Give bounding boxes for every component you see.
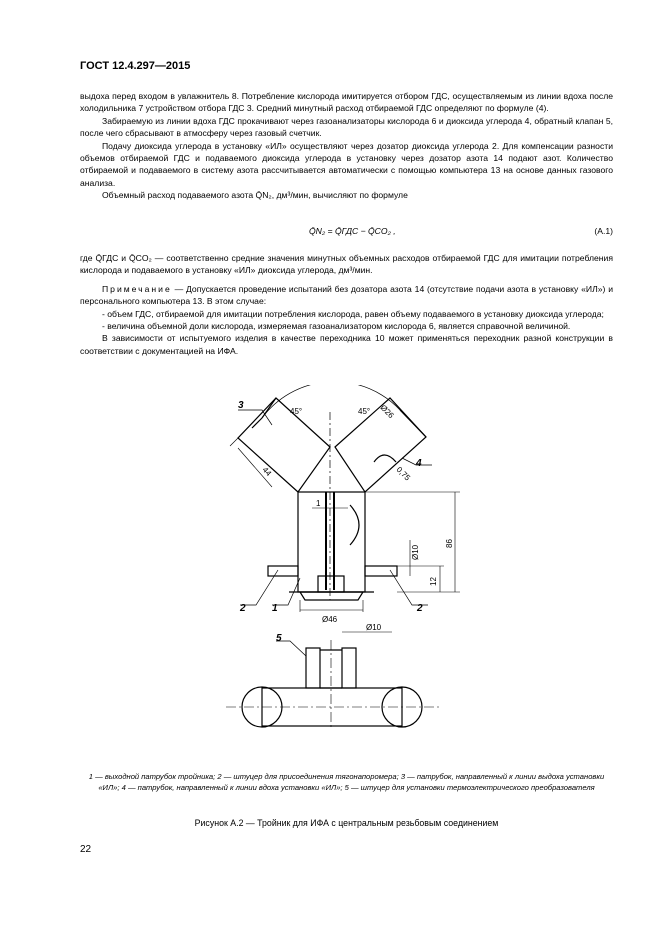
- tee-drawing: [0, 385, 661, 765]
- note-label: Примечание: [102, 283, 172, 294]
- dim-1: 1: [316, 499, 321, 508]
- dim-angle-right: 45°: [358, 407, 371, 416]
- paragraph-2: Забираемую из линии вдоха ГДС прокачивают через газоанализаторы кислорода 6 и диоксида углерода 4, обратный клапан 5, после чего сбрасывают в атмосферу через газовый счетчик.: [80, 115, 613, 139]
- bullet-2: - величина объемной доли кислорода, измеряемая газоанализатором кислорода 6, является справочной величиной.: [102, 321, 571, 332]
- formula-number: (А.1): [594, 226, 613, 236]
- right-branch: [335, 398, 426, 492]
- dim-d26: Ø26: [378, 403, 396, 421]
- label-4: 4: [416, 458, 422, 469]
- left-branch: [238, 398, 330, 492]
- formula-expression: Q̄N₂ = Q̄ГДС − Q̄CO₂ ,: [309, 226, 396, 236]
- note-paragraph: [80, 283, 613, 308]
- paragraph-3: Подачу диоксида углерода в установку «ИЛ» осуществляют через дозатор диоксида углерода 2. Для компенсации разности объемов отбираемой ГДС и подаваемого диоксида углерода в установку через дозатор азота 14 подают азот. Количество отбираемой и подаваемого в систему азота рассчитывается автоматически с помощью компьютера 13 на основе данных газового анализа.: [80, 140, 613, 188]
- note-text: — Допускается проведение испытаний без дозатора азота 14 (отсутствие подачи азота в установку «ИЛ») и персонального компьютера 13. В этом случае:: [80, 283, 613, 307]
- paragraph-5: В зависимости от испытуемого изделия в качестве переходника 10 может применяться переходник разной конструкции в соответствии с документацией на ИФА.: [80, 333, 613, 356]
- label-3: 3: [238, 400, 244, 411]
- dim-44: 44: [260, 465, 274, 478]
- tee-body: [298, 492, 365, 592]
- page-number: 22: [80, 844, 92, 855]
- body-text-2: [80, 252, 613, 357]
- label-2-left: 2: [240, 603, 246, 614]
- paragraph-4: Объемный расход подаваемого азота Q̄N₂, дм³/мин, вычисляют по формуле: [102, 190, 408, 201]
- body-text: [80, 90, 613, 202]
- dim-86: 86: [445, 539, 454, 548]
- dim-d10-bottom: Ø10: [366, 623, 382, 632]
- dim-d10: Ø10: [411, 544, 420, 560]
- label-5: 5: [276, 633, 282, 644]
- label-2-right: 2: [417, 603, 423, 614]
- dim-075: 0,75: [394, 465, 412, 483]
- figure-title: Рисунок А.2 — Тройник для ИФА с центральным резьбовым соединением: [194, 818, 499, 828]
- bullet-1: - объем ГДС, отбираемой для имитации потребления кислорода, равен объему подаваемого в установку диоксида углерода;: [102, 308, 604, 319]
- paragraph-1: выдоха перед входом в увлажнитель 8. Потребление кислорода имитируется отбором ГДС, осуществляемым из линии вдоха после холодильника 7 устройством отбора ГДС 3. Средний минутный расход отбираемой ГДС определяют по формуле (4).: [80, 91, 613, 114]
- where-text: где Q̄ГДС и Q̄CO₂ — соответственно средние значения минутных объемных расходов отбираемой ГДС для имитации потребления кислорода и подаваемого в установку «ИЛ» диоксида углерода, дм³/мин.: [80, 253, 613, 276]
- formula-a1: [80, 226, 613, 242]
- label-1: 1: [272, 603, 278, 614]
- figure-caption: 1 — выходной патрубок тройника; 2 — штуцер для присоединения тягонапоромера; 3 — патрубок, направленный к линии выдоха установки «ИЛ»; 4 — патрубок, направленный к линии вдоха установки «ИЛ»; 5 — штуцер для установки термоэлектрического преобразователя: [88, 772, 605, 792]
- dim-12: 12: [429, 577, 438, 586]
- dim-d46: Ø46: [322, 615, 338, 624]
- page-header: ГОСТ 12.4.297—2015: [80, 60, 191, 72]
- dim-angle-left: 45°: [290, 407, 303, 416]
